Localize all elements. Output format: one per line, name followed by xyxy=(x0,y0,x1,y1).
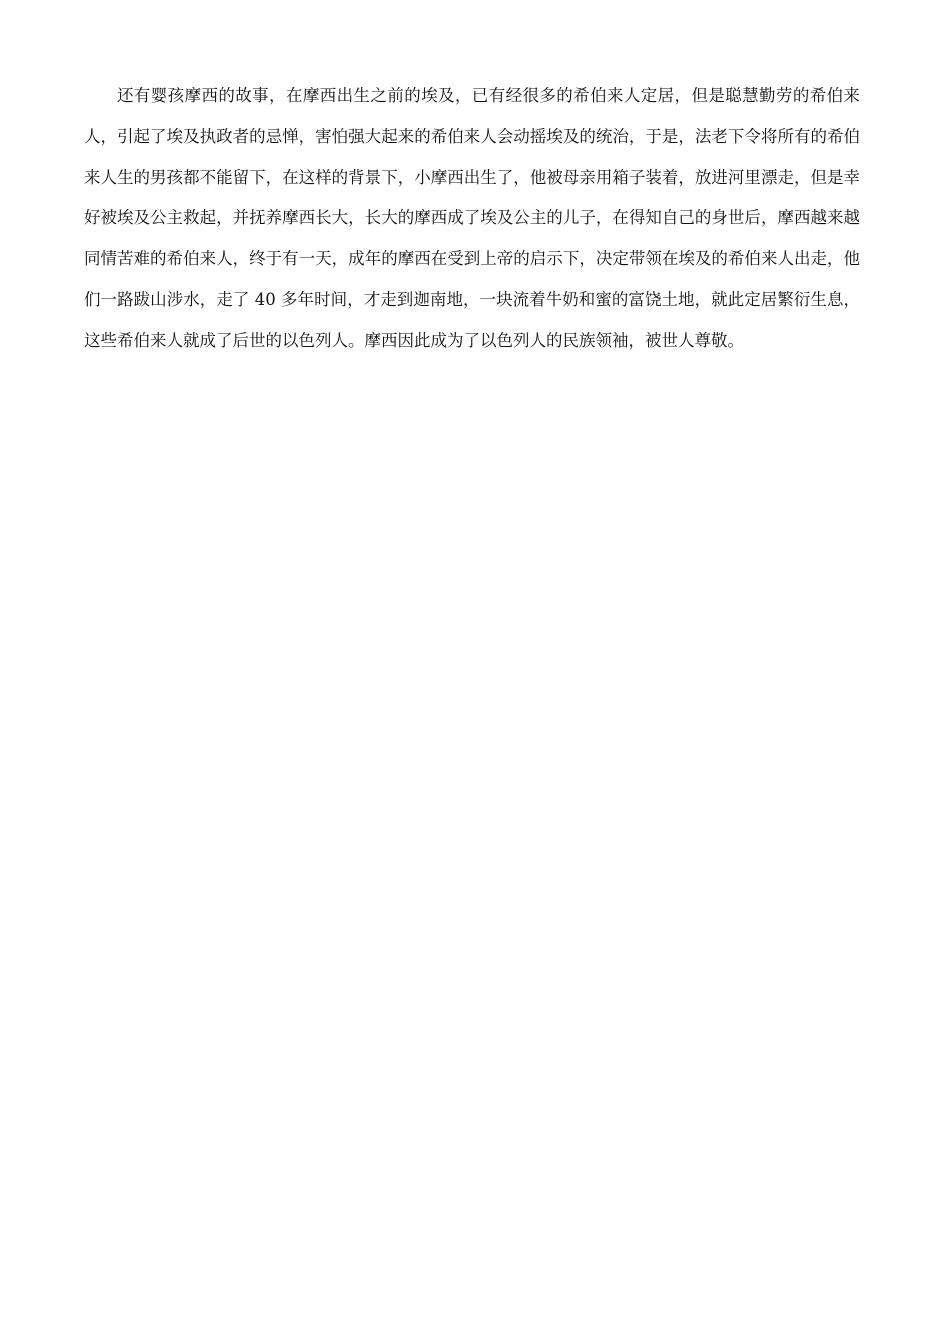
body-paragraph: 还有婴孩摩西的故事，在摩西出生之前的埃及，已有经很多的希伯来人定居，但是聪慧勤劳的希伯来人，引起了埃及执政者的忌惮，害怕强大起来的希伯来人会动摇埃及的统治，于是，法老下令将所有的希伯来人生的男孩都不能留下，在这样的背景下，小摩西出生了，他被母亲用箱子装着，放进河里漂走，但是幸好被埃及公主救起，并抚养摩西长大，长大的摩西成了埃及公主的儿子，在得知自己的身世后，摩西越来越同情苦难的希伯来人，终于有一天，成年的摩西在受到上帝的启示下，决定带领在埃及的希伯来人出走，他们一路跋山涉水，走了 40 多年时间，才走到迦南地，一块流着牛奶和蜜的富饶土地，就此定居繁衍生息，这些希伯来人就成了后世的以色列人。摩西因此成为了以色列人的民族领袖，被世人尊敬。 xyxy=(84,86,860,350)
